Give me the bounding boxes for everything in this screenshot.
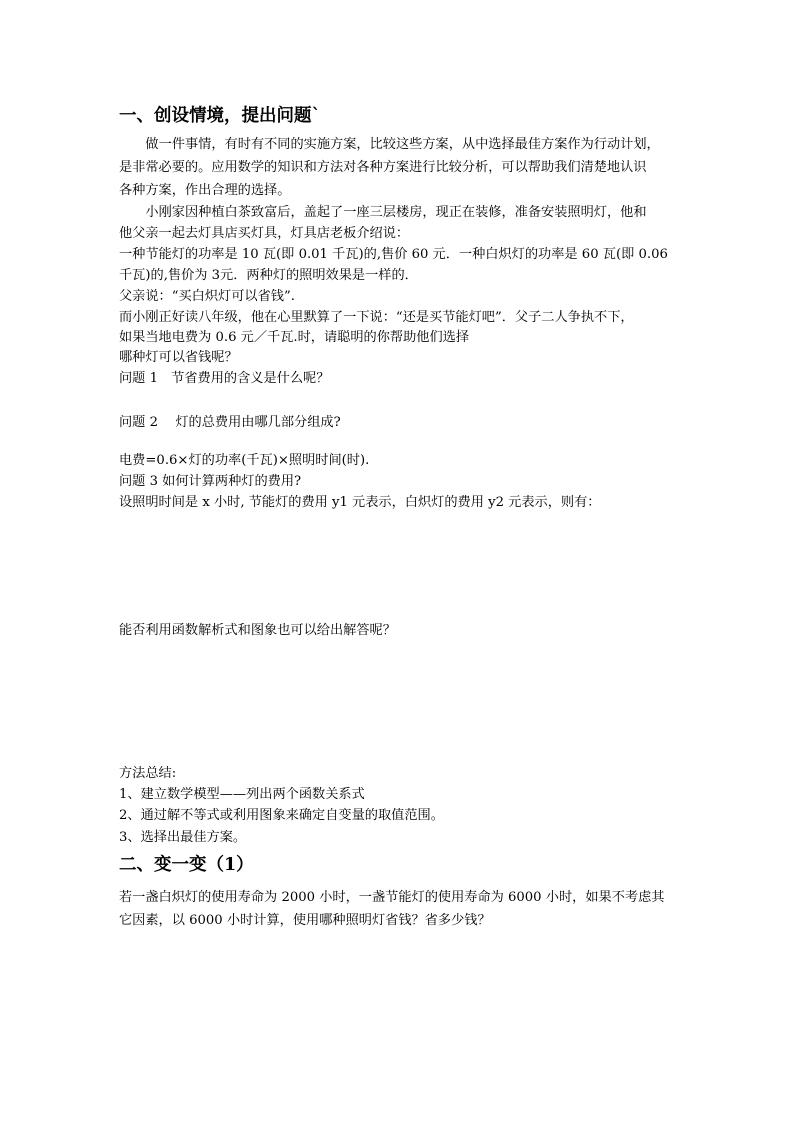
intro-line-1: 做一件事情，有时有不同的实施方案，比较这些方案，从中选择最佳方案作为行动计划， xyxy=(145,137,660,152)
problem-line-2: 它因素，以 6000 小时计算，使用哪种照明灯省钱？省多少钱？ xyxy=(119,913,491,928)
intro-line-3: 各种方案，作出合理的选择。 xyxy=(119,183,291,198)
summary-title: 方法总结: xyxy=(119,766,177,781)
intro-line-2: 是非常必要的。应用数学的知识和方法对各种方案进行比较分析，可以帮助我们清楚地认识 xyxy=(119,160,647,175)
story-line-5: 父亲说：“买白炽灯可以省钱”. xyxy=(119,289,295,304)
section2-heading: 二、变一变（1） xyxy=(119,855,254,875)
story-line-7: 如果当地电费为 0.6 元／千瓦.时，请聪明的你帮助他们选择 xyxy=(119,330,470,345)
question-1: 问题 1 节省费用的含义是什么呢？ xyxy=(119,371,330,386)
story-line-2: 他父亲一起去灯具店买灯具，灯具店老板介绍说： xyxy=(119,226,410,241)
summary-item-3: 3、选择出最佳方案。 xyxy=(119,830,247,845)
story-line-8: 哪种灯可以省钱呢？ xyxy=(119,350,238,365)
story-line-4: 千瓦)的,售价为 3元．两种灯的照明效果是一样的． xyxy=(119,268,418,283)
summary-item-2: 2、通过解不等式或利用图象来确定自变量的取值范围。 xyxy=(119,808,444,823)
problem-line-1: 若一盏白炽灯的使用寿命为 2000 小时，一盏节能灯的使用寿命为 6000 小时，如果不考虑其 xyxy=(119,890,665,905)
summary-item-1: 1、建立数学模型——列出两个函数关系式 xyxy=(119,787,365,802)
story-line-3: 一种节能灯的功率是 10 瓦(即 0.01 千瓦)的,售价 60 元．一种白炽灯的功率是 60 瓦(即 0.06 xyxy=(119,247,668,262)
question-2: 问题 2 灯的总费用由哪几部分组成? xyxy=(119,415,341,430)
setup-line: 设照明时间是 x 小时, 节能灯的费用 y1 元表示，白炽灯的费用 y2 元表示，则有： xyxy=(119,495,601,510)
section1-heading: 一、创设情境，提出问题` xyxy=(119,106,321,126)
story-line-6: 而小刚正好读八年级，他在心里默算了一下说：“还是买节能灯吧”．父子二人争执不下， xyxy=(119,310,634,325)
electricity-formula: 电费=0.6×灯的功率(千瓦)×照明时间(时). xyxy=(119,453,370,468)
story-line-1: 小刚家因种植白茶致富后，盖起了一座三层楼房，现正在装修，准备安装照明灯，他和 xyxy=(145,205,647,220)
question-3: 问题 3 如何计算两种灯的费用? xyxy=(119,474,302,489)
graph-question: 能否利用函数解析式和图象也可以给出解答呢？ xyxy=(119,623,396,638)
